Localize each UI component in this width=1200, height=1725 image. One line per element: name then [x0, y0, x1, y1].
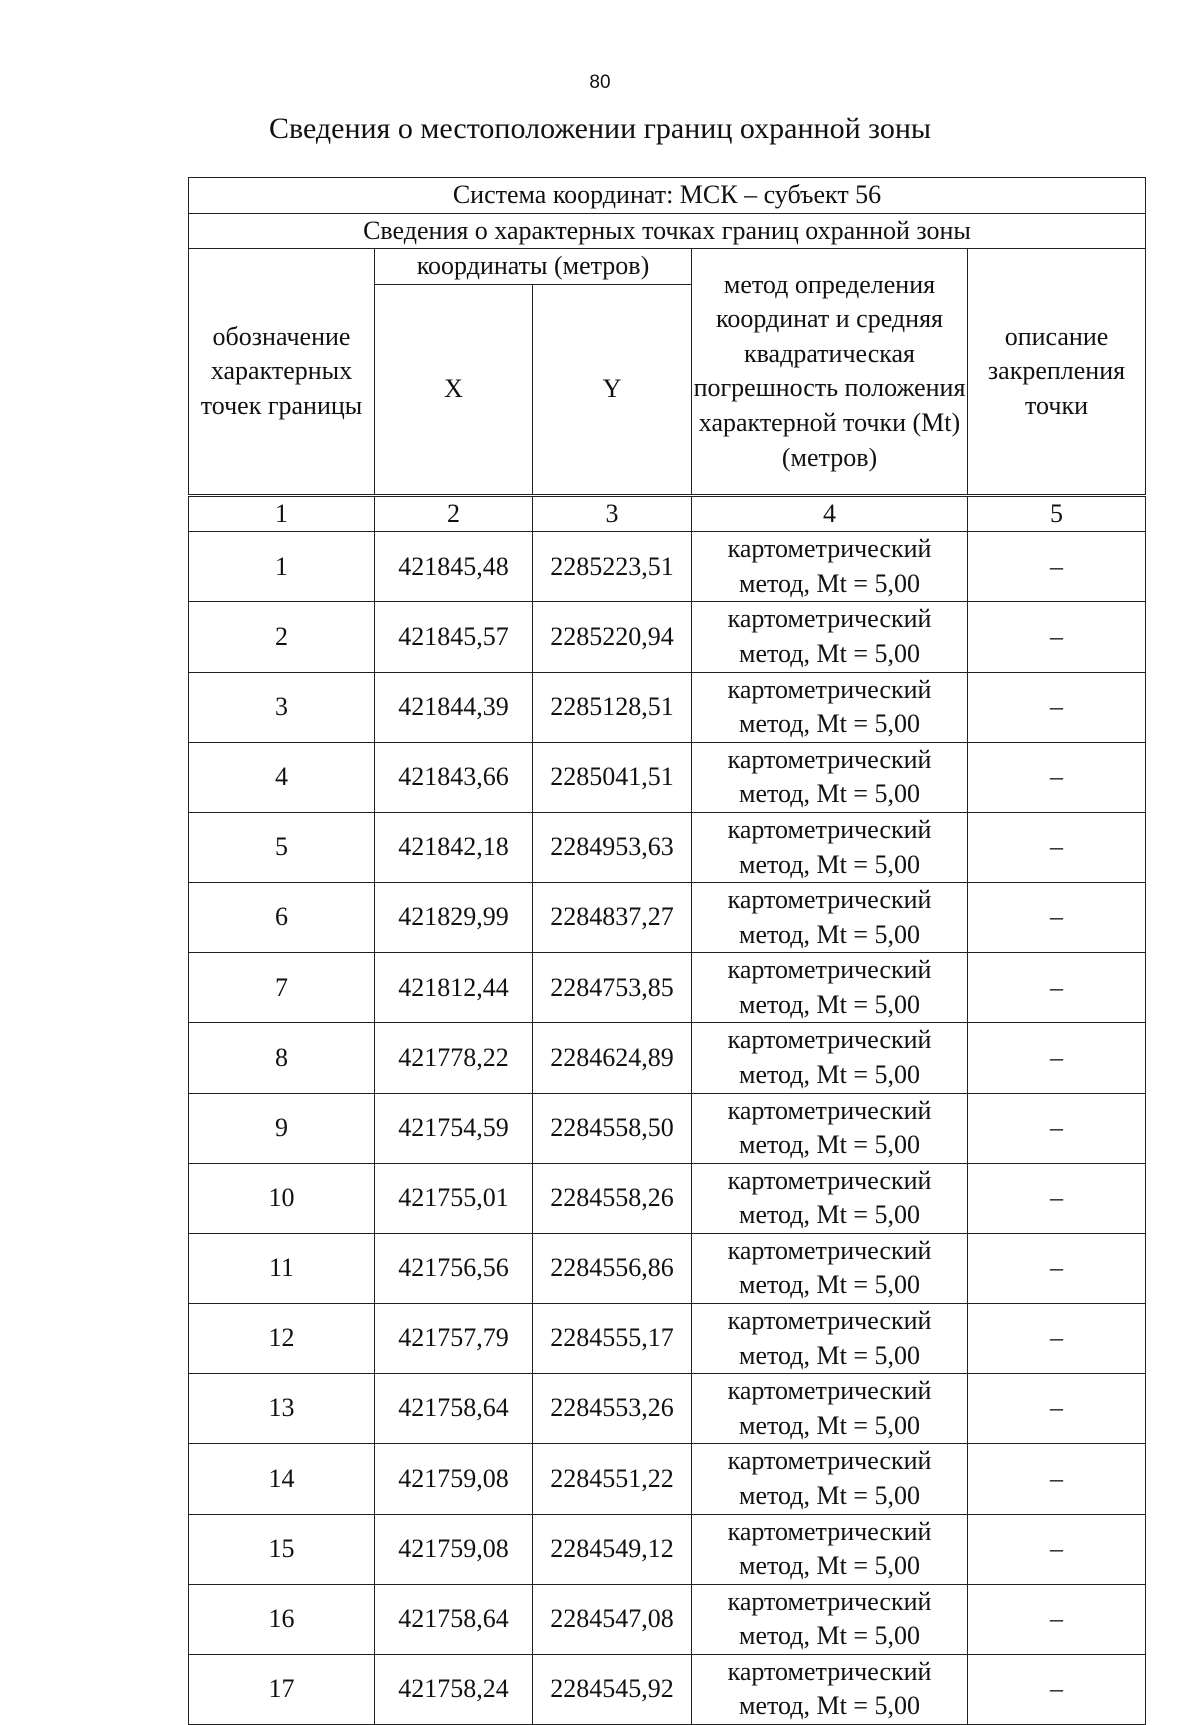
y-coordinate-cell: 2285223,51 [533, 532, 692, 602]
point-number-cell: 3 [189, 672, 375, 742]
description-cell: – [968, 1374, 1146, 1444]
method-line-1: картометрический [727, 885, 932, 915]
table-row [189, 1514, 1146, 1584]
method-line-2: метод, Mt = 5,00 [739, 639, 920, 669]
method-line-2: метод, Mt = 5,00 [739, 568, 920, 598]
table-row [189, 1093, 1146, 1163]
x-coordinate-cell: 421756,56 [375, 1233, 533, 1303]
coordinate-system-row [189, 178, 1146, 214]
header-method: метод определения координат и средняя квадратическая погрешность положения характерной точки (Mt) (метров) [692, 249, 968, 496]
method-line-1: картометрический [727, 1516, 932, 1546]
header-point-designation: обозначение характерных точек границы [189, 249, 375, 496]
point-number-cell: 15 [189, 1514, 375, 1584]
x-coordinate-cell: 421759,08 [375, 1444, 533, 1514]
y-coordinate-cell: 2284753,85 [533, 953, 692, 1023]
table-subtitle: Сведения о характерных точках границ охранной зоны [189, 213, 1146, 249]
header-y: Y [533, 284, 692, 495]
method-line-1: картометрический [727, 955, 932, 985]
method-line-2: метод, Mt = 5,00 [739, 989, 920, 1019]
description-cell: – [968, 602, 1146, 672]
method-cell [692, 1093, 968, 1163]
header-description: описание закрепления точки [968, 249, 1146, 496]
method-line-1: картометрический [727, 1306, 932, 1336]
point-number-cell: 8 [189, 1023, 375, 1093]
method-line-1: картометрический [727, 1376, 932, 1406]
x-coordinate-cell: 421758,24 [375, 1654, 533, 1724]
method-line-1: картометрический [727, 744, 932, 774]
point-number-cell: 5 [189, 812, 375, 882]
coordinate-system-label: Система координат: МСК – субъект 56 [189, 178, 1146, 214]
y-coordinate-cell: 2284547,08 [533, 1584, 692, 1654]
x-coordinate-cell: 421755,01 [375, 1163, 533, 1233]
point-number-cell: 14 [189, 1444, 375, 1514]
description-cell: – [968, 1444, 1146, 1514]
method-line-1: картометрический [727, 1586, 932, 1616]
description-cell: – [968, 1514, 1146, 1584]
description-cell: – [968, 1163, 1146, 1233]
y-coordinate-cell: 2284551,22 [533, 1444, 692, 1514]
y-coordinate-cell: 2284953,63 [533, 812, 692, 882]
method-line-2: метод, Mt = 5,00 [739, 1130, 920, 1160]
method-line-2: метод, Mt = 5,00 [739, 1270, 920, 1300]
method-line-2: метод, Mt = 5,00 [739, 849, 920, 879]
y-coordinate-cell: 2284555,17 [533, 1304, 692, 1374]
coordinates-table [188, 177, 1146, 1725]
y-coordinate-cell: 2285041,51 [533, 742, 692, 812]
header-row [189, 249, 1146, 285]
table-row [189, 742, 1146, 812]
document-title: Сведения о местоположении границ охранной зоны [268, 112, 932, 145]
method-line-1: картометрический [727, 674, 932, 704]
method-line-2: метод, Mt = 5,00 [739, 919, 920, 949]
method-cell [692, 1233, 968, 1303]
description-cell: – [968, 532, 1146, 602]
column-number: 2 [375, 495, 533, 532]
method-line-1: картометрический [727, 1095, 932, 1125]
method-cell [692, 883, 968, 953]
column-number: 1 [189, 495, 375, 532]
column-number: 4 [692, 495, 968, 532]
table-row [189, 1654, 1146, 1724]
y-coordinate-cell: 2284558,50 [533, 1093, 692, 1163]
table-row [189, 1163, 1146, 1233]
point-number-cell: 6 [189, 883, 375, 953]
method-line-1: картометрический [727, 1235, 932, 1265]
point-number-cell: 10 [189, 1163, 375, 1233]
y-coordinate-cell: 2284837,27 [533, 883, 692, 953]
x-coordinate-cell: 421829,99 [375, 883, 533, 953]
point-number-cell: 12 [189, 1304, 375, 1374]
method-cell [692, 672, 968, 742]
column-number-row [189, 495, 1146, 532]
point-number-cell: 4 [189, 742, 375, 812]
description-cell: – [968, 953, 1146, 1023]
table-row [189, 672, 1146, 742]
point-number-cell: 17 [189, 1654, 375, 1724]
description-cell: – [968, 812, 1146, 882]
table-row [189, 1233, 1146, 1303]
method-cell [692, 812, 968, 882]
y-coordinate-cell: 2284545,92 [533, 1654, 692, 1724]
method-line-2: метод, Mt = 5,00 [739, 1480, 920, 1510]
method-line-1: картометрический [727, 604, 932, 634]
description-cell: – [968, 1654, 1146, 1724]
description-cell: – [968, 1584, 1146, 1654]
y-coordinate-cell: 2284558,26 [533, 1163, 692, 1233]
table-row [189, 1444, 1146, 1514]
header-coordinates: координаты (метров) [375, 249, 692, 285]
y-coordinate-cell: 2284556,86 [533, 1233, 692, 1303]
description-cell: – [968, 883, 1146, 953]
method-cell [692, 1654, 968, 1724]
x-coordinate-cell: 421842,18 [375, 812, 533, 882]
y-coordinate-cell: 2284549,12 [533, 1514, 692, 1584]
method-cell [692, 1584, 968, 1654]
table-row [189, 532, 1146, 602]
x-coordinate-cell: 421812,44 [375, 953, 533, 1023]
method-line-1: картометрический [727, 1165, 932, 1195]
x-coordinate-cell: 421758,64 [375, 1374, 533, 1444]
x-coordinate-cell: 421758,64 [375, 1584, 533, 1654]
table-row [189, 1023, 1146, 1093]
point-number-cell: 13 [189, 1374, 375, 1444]
table-row [189, 953, 1146, 1023]
x-coordinate-cell: 421845,48 [375, 532, 533, 602]
y-coordinate-cell: 2284624,89 [533, 1023, 692, 1093]
table-row [189, 602, 1146, 672]
method-line-2: метод, Mt = 5,00 [739, 1551, 920, 1581]
x-coordinate-cell: 421757,79 [375, 1304, 533, 1374]
method-cell [692, 953, 968, 1023]
method-line-2: метод, Mt = 5,00 [739, 709, 920, 739]
y-coordinate-cell: 2285128,51 [533, 672, 692, 742]
column-number: 5 [968, 495, 1146, 532]
method-line-2: метод, Mt = 5,00 [739, 1200, 920, 1230]
method-line-1: картометрический [727, 534, 932, 564]
method-cell [692, 1023, 968, 1093]
method-line-2: метод, Mt = 5,00 [739, 1621, 920, 1651]
method-cell [692, 1374, 968, 1444]
method-line-1: картометрический [727, 1025, 932, 1055]
y-coordinate-cell: 2284553,26 [533, 1374, 692, 1444]
description-cell: – [968, 742, 1146, 812]
x-coordinate-cell: 421845,57 [375, 602, 533, 672]
method-cell [692, 1444, 968, 1514]
method-line-2: метод, Mt = 5,00 [739, 1691, 920, 1721]
description-cell: – [968, 1304, 1146, 1374]
x-coordinate-cell: 421843,66 [375, 742, 533, 812]
method-line-2: метод, Mt = 5,00 [739, 1340, 920, 1370]
table-row [189, 1584, 1146, 1654]
point-number-cell: 9 [189, 1093, 375, 1163]
x-coordinate-cell: 421778,22 [375, 1023, 533, 1093]
x-coordinate-cell: 421759,08 [375, 1514, 533, 1584]
point-number-cell: 7 [189, 953, 375, 1023]
table-subtitle-row [189, 213, 1146, 249]
method-line-1: картометрический [727, 1656, 932, 1686]
method-line-2: метод, Mt = 5,00 [739, 1410, 920, 1440]
x-coordinate-cell: 421754,59 [375, 1093, 533, 1163]
method-cell [692, 1514, 968, 1584]
method-cell [692, 742, 968, 812]
header-x: X [375, 284, 533, 495]
page-number: 80 [589, 72, 611, 93]
table-row [189, 883, 1146, 953]
point-number-cell: 16 [189, 1584, 375, 1654]
y-coordinate-cell: 2285220,94 [533, 602, 692, 672]
method-cell [692, 1304, 968, 1374]
table-row [189, 1374, 1146, 1444]
method-line-2: метод, Mt = 5,00 [739, 779, 920, 809]
method-line-1: картометрический [727, 814, 932, 844]
method-cell [692, 602, 968, 672]
description-cell: – [968, 1093, 1146, 1163]
table-row [189, 812, 1146, 882]
method-cell [692, 532, 968, 602]
point-number-cell: 11 [189, 1233, 375, 1303]
point-number-cell: 2 [189, 602, 375, 672]
description-cell: – [968, 672, 1146, 742]
x-coordinate-cell: 421844,39 [375, 672, 533, 742]
method-line-2: метод, Mt = 5,00 [739, 1059, 920, 1089]
point-number-cell: 1 [189, 532, 375, 602]
method-cell [692, 1163, 968, 1233]
description-cell: – [968, 1023, 1146, 1093]
table-row [189, 1304, 1146, 1374]
column-number: 3 [533, 495, 692, 532]
method-line-1: картометрический [727, 1446, 932, 1476]
description-cell: – [968, 1233, 1146, 1303]
